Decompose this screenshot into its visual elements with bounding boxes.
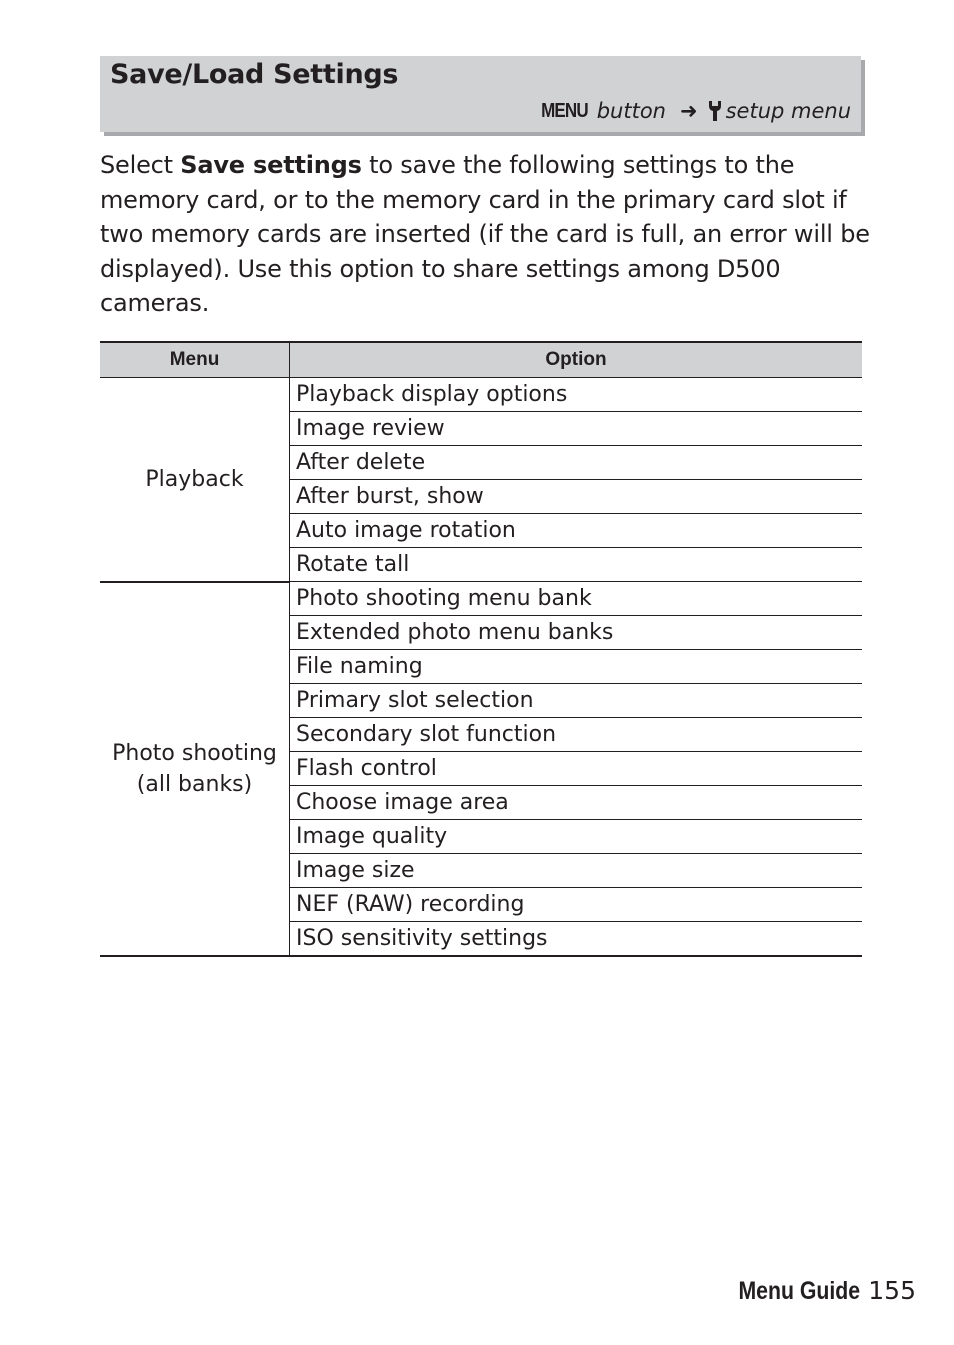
option-cell: Rotate tall xyxy=(290,548,863,582)
table-header-row xyxy=(100,342,862,378)
intro-prefix: Select xyxy=(100,151,181,179)
option-cell: ISO sensitivity settings xyxy=(290,922,863,957)
settings-table xyxy=(100,341,862,957)
intro-emphasis: Save settings xyxy=(180,151,362,179)
option-cell: Secondary slot function xyxy=(290,718,863,752)
option-cell: Playback display options xyxy=(290,378,863,412)
section-header xyxy=(100,56,861,132)
page-number: 155 xyxy=(868,1276,916,1305)
option-cell: Primary slot selection xyxy=(290,684,863,718)
table-row xyxy=(100,378,862,412)
breadcrumb xyxy=(537,99,851,123)
menu-group-playback: Playback xyxy=(100,378,290,582)
option-cell: Choose image area xyxy=(290,786,863,820)
wrench-icon xyxy=(708,100,722,122)
intro-paragraph xyxy=(100,148,875,321)
arrow-right-icon: ➜ xyxy=(679,99,698,123)
page-footer xyxy=(717,1276,916,1306)
footer-section-name: Menu Guide xyxy=(738,1277,861,1305)
breadcrumb-destination: setup menu xyxy=(725,99,851,123)
option-cell: Auto image rotation xyxy=(290,514,863,548)
column-header-option: Option xyxy=(290,342,863,378)
option-cell: Flash control xyxy=(290,752,863,786)
option-cell: After burst, show xyxy=(290,480,863,514)
option-cell: Extended photo menu banks xyxy=(290,616,863,650)
option-cell: Image review xyxy=(290,412,863,446)
option-cell: Photo shooting menu bank xyxy=(290,582,863,616)
option-cell: Image quality xyxy=(290,820,863,854)
option-cell: NEF (RAW) recording xyxy=(290,888,863,922)
intro-suffix: to save the following settings to the memory card, or to the memory card in the primary card slot if two memory cards are inserted (if the card is full, an error will be displayed). Use this option to share settings among D500 cameras. xyxy=(100,151,870,317)
column-header-menu: Menu xyxy=(100,342,290,378)
menu-group-photo-shooting: Photo shooting (all banks) xyxy=(100,582,290,957)
option-cell: After delete xyxy=(290,446,863,480)
menu-button-label: MENU xyxy=(540,99,588,122)
table-row xyxy=(100,582,862,616)
breadcrumb-button-text: button xyxy=(596,99,666,123)
page-title: Save/Load Settings xyxy=(110,59,399,90)
option-cell: File naming xyxy=(290,650,863,684)
option-cell: Image size xyxy=(290,854,863,888)
